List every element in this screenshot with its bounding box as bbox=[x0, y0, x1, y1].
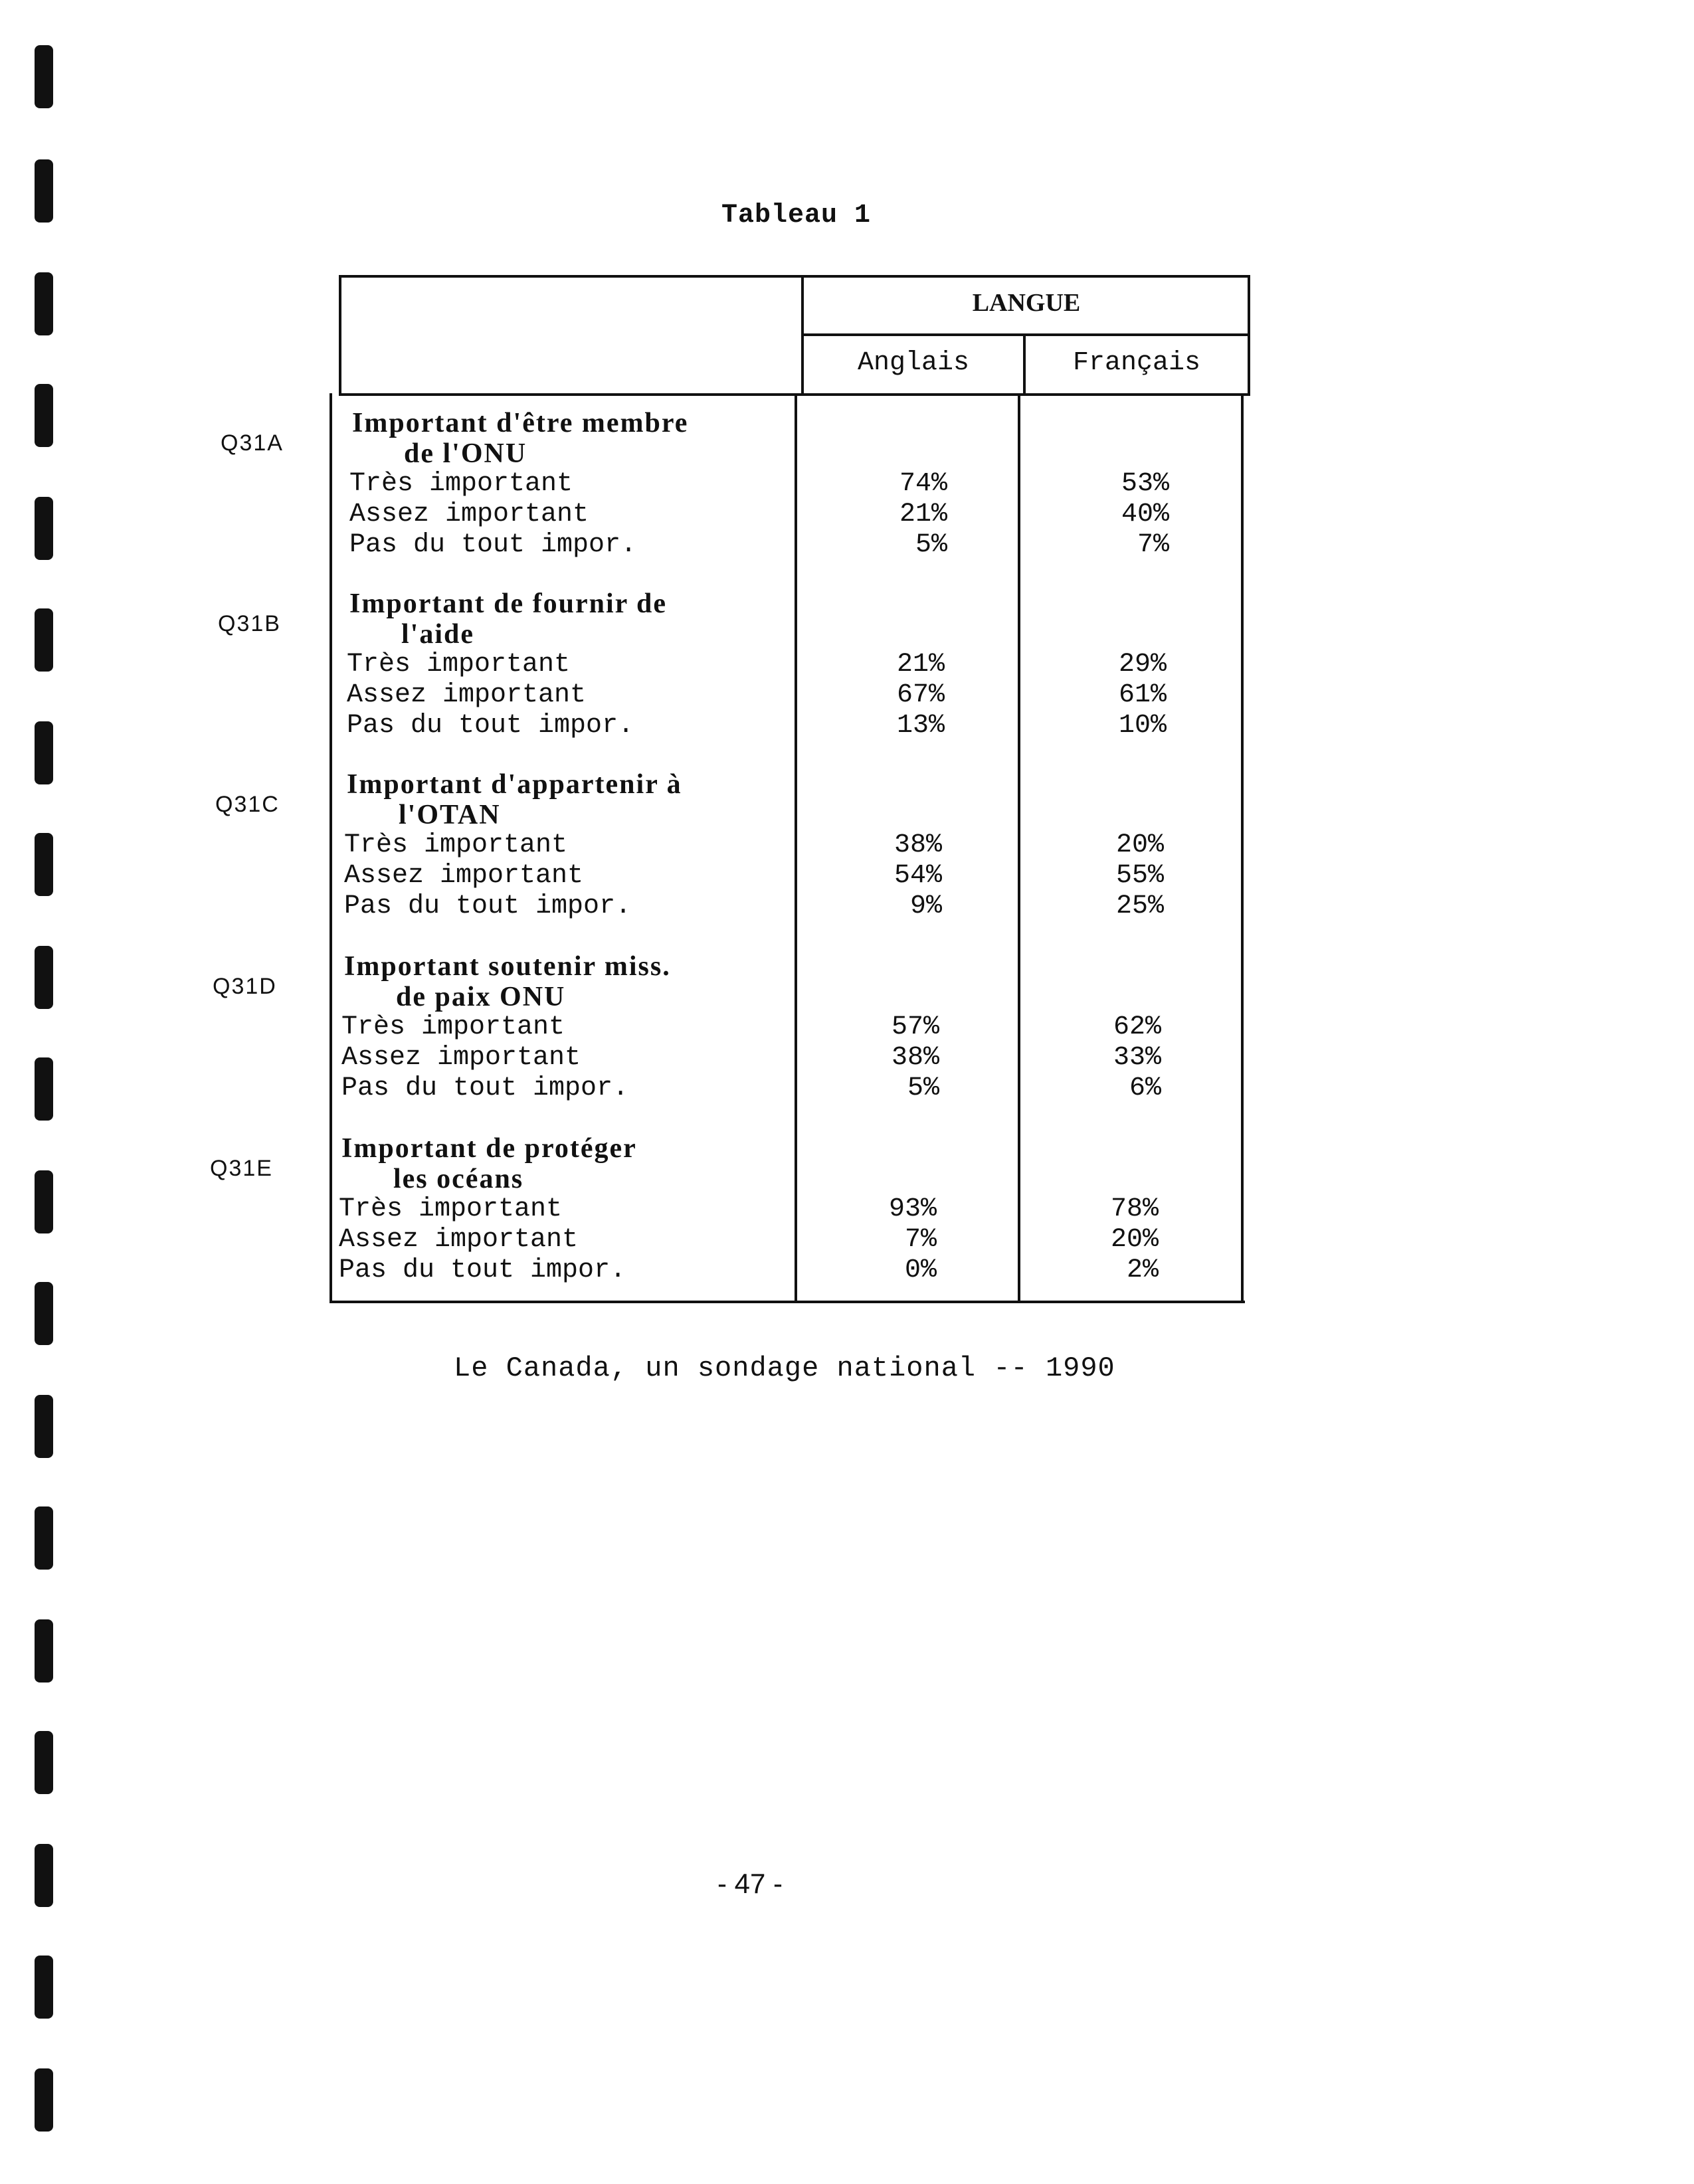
table-row bbox=[0, 1255, 1249, 1286]
punch-hole bbox=[35, 272, 53, 335]
value-francais: 40% bbox=[1121, 500, 1169, 529]
table-row bbox=[0, 500, 1249, 530]
row-label: Très important bbox=[347, 650, 571, 680]
row-label: Assez important bbox=[341, 1043, 581, 1073]
value-francais: 6% bbox=[1129, 1073, 1161, 1103]
value-francais: 10% bbox=[1118, 711, 1167, 741]
value-francais: 78% bbox=[1110, 1194, 1159, 1224]
table-border-bottom bbox=[329, 1301, 1245, 1303]
table-row bbox=[0, 650, 1249, 680]
section-title-text: Important de protéger bbox=[341, 1133, 637, 1164]
value-francais: 20% bbox=[1110, 1225, 1159, 1255]
value-francais: 61% bbox=[1118, 680, 1167, 710]
value-francais: 20% bbox=[1115, 830, 1164, 860]
section-title-text: Important de fournir de bbox=[349, 589, 668, 619]
punch-hole bbox=[35, 1619, 53, 1683]
row-label: Pas du tout impor. bbox=[344, 891, 632, 921]
punch-hole bbox=[35, 45, 53, 108]
value-anglais: 9% bbox=[909, 891, 942, 921]
value-anglais: 93% bbox=[888, 1194, 937, 1224]
punch-hole bbox=[35, 1395, 53, 1458]
row-label: Pas du tout impor. bbox=[341, 1073, 629, 1103]
section-title-text: Important soutenir miss. bbox=[344, 951, 671, 982]
table-row bbox=[0, 711, 1249, 741]
table-row bbox=[0, 1194, 1249, 1225]
row-label: Assez important bbox=[347, 680, 587, 710]
value-anglais: 38% bbox=[891, 1043, 939, 1073]
table-border-left bbox=[339, 275, 341, 396]
value-anglais: 5% bbox=[907, 1073, 939, 1103]
value-anglais: 21% bbox=[899, 500, 947, 529]
table-row bbox=[0, 861, 1249, 891]
row-label: Très important bbox=[344, 830, 568, 860]
punch-hole bbox=[35, 384, 53, 447]
value-francais: 29% bbox=[1118, 650, 1167, 680]
table-row bbox=[0, 830, 1249, 861]
punch-hole bbox=[35, 159, 53, 223]
table-row bbox=[0, 1012, 1249, 1043]
punch-hole bbox=[35, 1506, 53, 1570]
value-anglais: 13% bbox=[896, 711, 945, 741]
value-anglais: 57% bbox=[891, 1012, 939, 1042]
punch-hole bbox=[35, 1731, 53, 1794]
question-code: Q31C bbox=[215, 792, 280, 817]
table-row bbox=[0, 530, 1249, 561]
table-row bbox=[0, 1043, 1249, 1073]
question-code: Q31E bbox=[210, 1156, 273, 1181]
value-francais: 25% bbox=[1115, 891, 1164, 921]
punch-hole bbox=[35, 1282, 53, 1345]
row-label: Assez important bbox=[344, 861, 584, 891]
punch-hole bbox=[35, 1844, 53, 1907]
section-title-text: l'OTAN bbox=[399, 800, 501, 830]
question-code: Q31D bbox=[213, 974, 277, 999]
section-title-text: de l'ONU bbox=[404, 438, 527, 469]
row-label: Très important bbox=[349, 469, 573, 499]
table-row bbox=[0, 1073, 1249, 1104]
value-anglais: 54% bbox=[894, 861, 942, 891]
value-francais: 55% bbox=[1115, 861, 1164, 891]
value-anglais: 5% bbox=[915, 530, 947, 560]
table-row bbox=[0, 680, 1249, 711]
row-label: Assez important bbox=[349, 500, 589, 529]
punch-hole bbox=[35, 1956, 53, 2019]
value-francais: 2% bbox=[1126, 1255, 1159, 1285]
header-anglais: Anglais bbox=[857, 348, 970, 378]
question-code: Q31B bbox=[218, 611, 281, 636]
section-title-text: Important d'être membre bbox=[352, 408, 689, 438]
punch-hole bbox=[35, 946, 53, 1009]
row-label: Pas du tout impor. bbox=[347, 711, 634, 741]
section-title-text: l'aide bbox=[401, 619, 475, 650]
value-anglais: 38% bbox=[894, 830, 942, 860]
header-divider-group bbox=[801, 333, 1250, 336]
table-row bbox=[0, 891, 1249, 922]
table-border-top bbox=[340, 275, 1250, 278]
table-row bbox=[0, 469, 1249, 500]
page-title: Tableau 1 bbox=[721, 201, 872, 230]
header-francais: Français bbox=[1072, 348, 1201, 378]
value-anglais: 0% bbox=[904, 1255, 937, 1285]
page-number: - 47 - bbox=[717, 1868, 783, 1899]
value-francais: 33% bbox=[1113, 1043, 1161, 1073]
value-anglais: 67% bbox=[896, 680, 945, 710]
value-anglais: 7% bbox=[904, 1225, 937, 1255]
section-title-text: Important d'appartenir à bbox=[347, 769, 682, 800]
row-label: Pas du tout impor. bbox=[339, 1255, 626, 1285]
header-langue: LANGUE bbox=[972, 289, 1081, 317]
section-title-text: les océans bbox=[393, 1164, 524, 1194]
row-label: Assez important bbox=[339, 1225, 579, 1255]
value-francais: 62% bbox=[1113, 1012, 1161, 1042]
value-anglais: 21% bbox=[896, 650, 945, 680]
value-anglais: 74% bbox=[899, 469, 947, 499]
value-francais: 7% bbox=[1137, 530, 1169, 560]
table-row bbox=[0, 1225, 1249, 1255]
punch-hole bbox=[35, 2068, 53, 2132]
question-code: Q31A bbox=[221, 430, 284, 456]
section-title-text: de paix ONU bbox=[396, 982, 566, 1012]
table-caption: Le Canada, un sondage national -- 1990 bbox=[454, 1352, 1115, 1384]
value-francais: 53% bbox=[1121, 469, 1169, 499]
row-label: Très important bbox=[339, 1194, 563, 1224]
row-label: Très important bbox=[341, 1012, 565, 1042]
row-label: Pas du tout impor. bbox=[349, 530, 637, 560]
